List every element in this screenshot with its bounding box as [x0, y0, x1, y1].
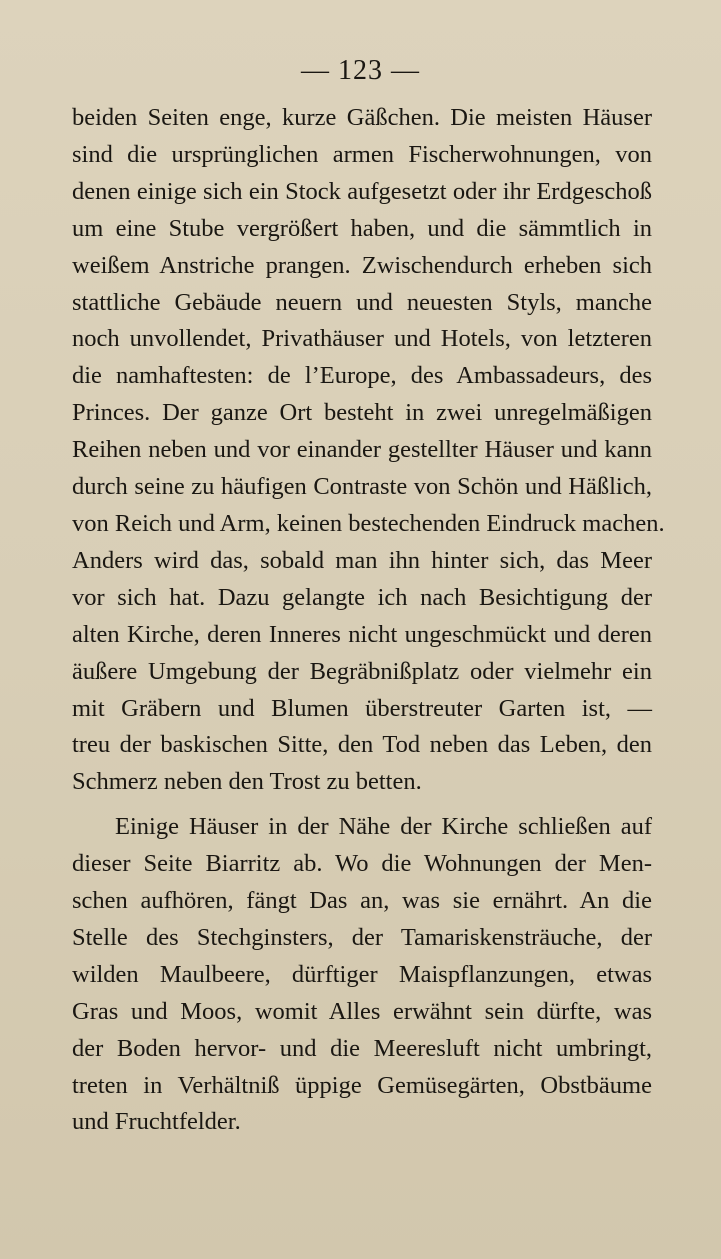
text-line: Princes. Der ganze Ort besteht in zwei unregelmäßigen	[72, 399, 652, 427]
text-line: alten Kirche, deren Inneres nicht ungeschmückt und deren	[72, 620, 652, 648]
text-line: sind die ursprünglichen armen Fischerwohnungen, von	[72, 140, 652, 168]
text-line: beiden Seiten enge, kurze Gäßchen. Die meisten Häuser	[72, 104, 652, 131]
text-line: Gras und Moos, womit Alles erwähnt sein dürfte, was	[72, 997, 652, 1025]
text-line: weißem Anstriche prangen. Zwischendurch erheben sich	[72, 251, 652, 279]
text-line: denen einige sich ein Stock aufgesetzt oder ihr Erdgeschoß	[72, 177, 652, 205]
text-line: treten in Verhältniß üppige Gemüsegärten, Obstbäume	[72, 1071, 652, 1099]
text-line: Stelle des Stechginsters, der Tamariskensträuche, der	[72, 923, 652, 951]
text-line: äußere Umgebung der Begräbnißplatz oder vielmehr ein	[72, 657, 652, 685]
text-line: noch unvollendet, Privathäuser und Hotels, von letzteren	[72, 325, 652, 353]
text-line: der Boden hervor- und die Meeresluft nicht umbringt,	[72, 1034, 652, 1062]
text-line: Schmerz neben den Trost zu betten.	[72, 768, 422, 796]
text-line: schen aufhören, fängt Das an, was sie ernährt. An die	[72, 887, 652, 915]
text-line: Einige Häuser in der Nähe der Kirche schließen auf	[115, 813, 652, 841]
text-line: um eine Stube vergrößert haben, und die sämmtlich in	[72, 214, 652, 242]
text-line: die namhaftesten: de l’Europe, des Ambassadeurs, des	[72, 362, 652, 390]
paragraph-1	[72, 100, 665, 801]
paragraph-gap	[72, 801, 652, 809]
page-number: — 123 —	[301, 55, 420, 86]
text-line: Reihen neben und vor einander gestellter Häuser und kann	[72, 436, 652, 464]
text-line: vor sich hat. Dazu gelangte ich nach Besichtigung der	[72, 583, 652, 611]
text-line: mit Gräbern und Blumen überstreuter Garten ist, —	[72, 694, 652, 722]
text-line: stattliche Gebäude neuern und neuesten Styls, manche	[72, 288, 652, 316]
text-line: von Reich und Arm, keinen bestechenden Eindruck machen.	[72, 509, 665, 537]
text-line: wilden Maulbeere, dürftiger Maispflanzungen, etwas	[72, 960, 652, 988]
text-line: und Fruchtfelder.	[72, 1108, 241, 1136]
text-line: dieser Seite Biarritz ab. Wo die Wohnungen der Men-	[72, 850, 652, 878]
text-line: Anders wird das, sobald man ihn hinter sich, das Meer	[72, 546, 652, 574]
paragraph-2	[72, 809, 652, 1141]
body-text	[72, 100, 665, 1141]
text-line: treu der baskischen Sitte, den Tod neben das Leben, den	[72, 731, 652, 759]
text-line: durch seine zu häufigen Contraste von Schön und Häßlich,	[72, 473, 652, 501]
